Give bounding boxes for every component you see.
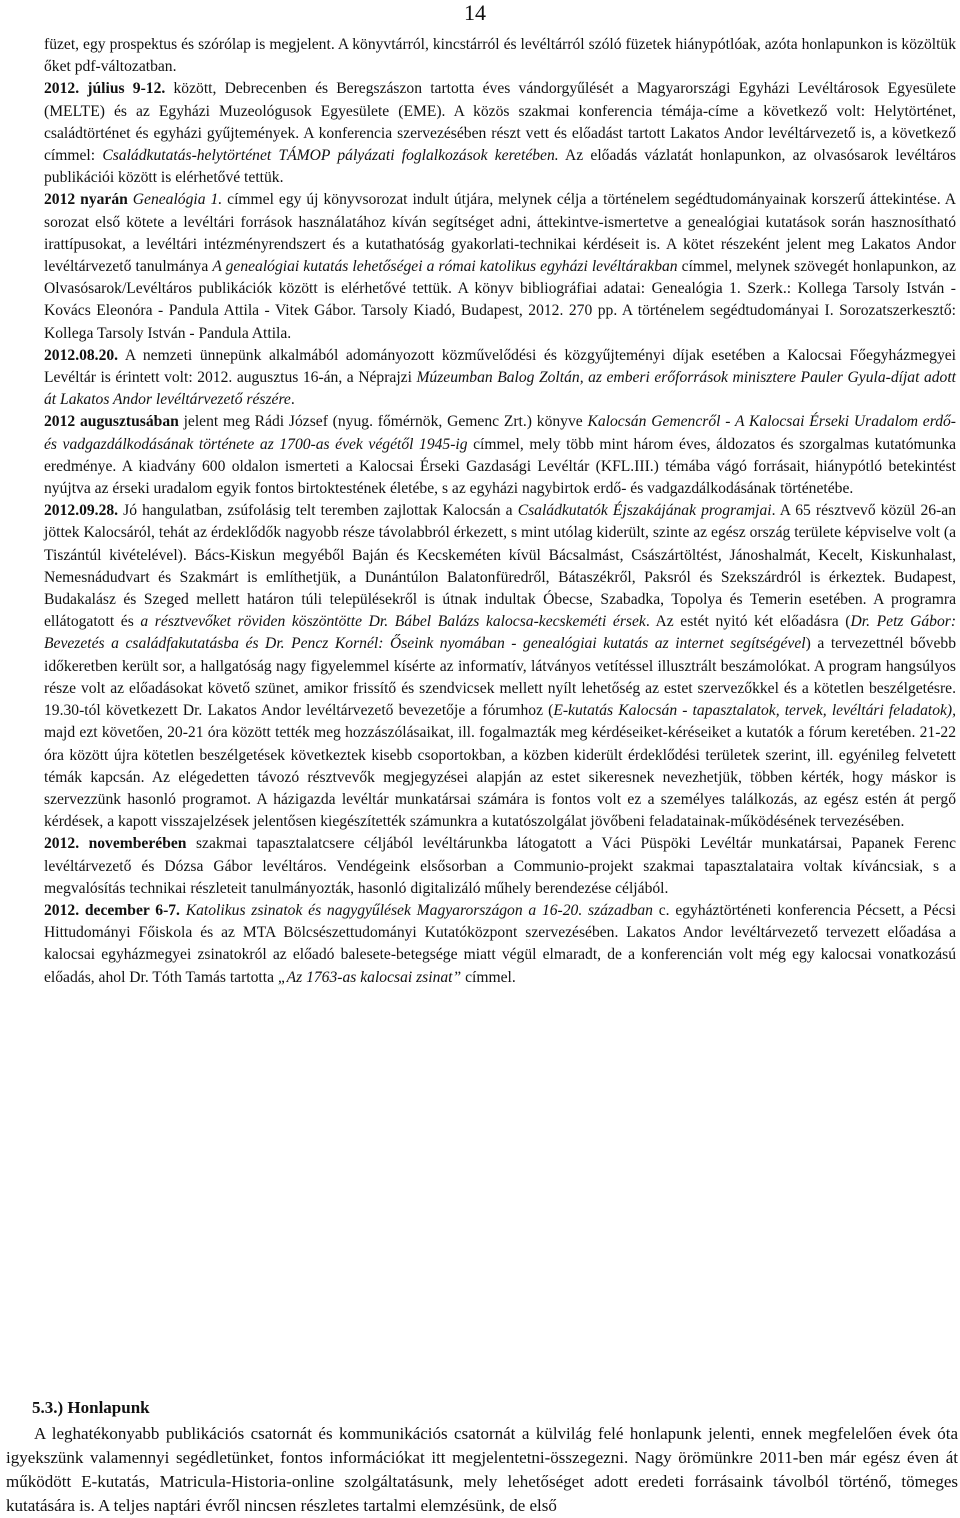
entry-text: között, Debrecenben és Beregszászon tartotta éves vándorgyűlését a Magyarországi Egyházi Levéltárosok Egyesülete (MELTE) és az Egyházi Muzeológusok Egyesülete (EME). A közös szakmai konferencia témája-címe a következő volt: Helytörténet, családtörténet és egyházi gyűjtemények. A konferencia szervezésében részt vett és előadást tartott Lakatos Andor levéltárvezető is, a következő címmel:: [44, 80, 956, 165]
chronicle-body: [44, 34, 956, 989]
italic-text: „Az 1763-as kalocsai zsinat”: [277, 968, 462, 986]
entry-text: címmel egy új könyvsorozat indult útjára, melynek célja a történelem segédtudományainak korszerű áttekintése. A sorozat első kötete a levéltári források használatához kíván segítséget adni, áttekintve-ismertetve a genealógiai kutatások során hasznosítható irattípusokat, a levéltári intézményrendszert és a kutathatóság gyakorlati-technikai kérdéseit is. A kötet részeként jelent meg Lakatos Andor levéltárvezető tanulmánya: [44, 191, 956, 276]
entry-text: füzet, egy prospektus és szórólap is megjelent. A könyvtárról, kincstárról és levéltárról szóló füzetek hiánypótlóak, azóta honlapunkon is közöltük őket pdf-változatban.: [44, 36, 956, 76]
section-heading: 5.3.) Honlapunk: [32, 1398, 150, 1417]
entry-text: Jó hangulatban, zsúfolásig telt teremben zajlottak Kalocsán a: [118, 502, 518, 520]
chronicle-entry: [44, 34, 956, 78]
entry-text: címmel, melynek szövegét honlapunkon, az Olvasósarok/Levéltáros publikációk között is elérhetővé tettük. A könyv bibliográfiai adatai: Genealógia 1. Szerk.: Kollega Tarsoly István - Kovács Eleonóra - Pandula Attila - Vitek Gábor. Tarsoly Kiadó, Budapest, 2012. 270 pp. A történelem segédtudományai I. Sorozatszerkesztő: Kollega Tarsoly István - Pandula Attila.: [44, 258, 956, 342]
chronicle-entry: [44, 345, 956, 412]
italic-text: A genealógiai kutatás lehetőségei a római katolikus egyházi levéltárakban: [212, 258, 678, 276]
italic-text: Múzeumban Balog Zoltán, az emberi erőforrások minisztere Pauler Gyula-díjat adott át Lakatos Andor levéltárvezető részére: [44, 369, 956, 409]
entry-text: jelent meg Rádi József (nyug. főmérnök, Gemenc Zrt.) könyve: [178, 413, 588, 431]
entry-date: 2012. december 6-7.: [44, 901, 180, 919]
entry-text: . A 65 résztvevő közül 26-an jöttek Kalocsáról, tehát az érdeklődők nagyobb része távolabbról érkezett, s mint utólag kiderült, szinte az egész ország területe képviselve volt (a Tiszántúl kivételével). Bács-Kiskun megyéből Baján és Kecskeméten kívül Bácsalmást, Császártöltést, Jánoshalmát, Kecelt, Kiskunhalast, Nemesnádudvart és Szakmárt is említhetjük, a Dunántúlon Balatonfüredről, Bátaszékről, Paksról és Szekszárdról is érkeztek. Budapest, Budakalász és Szeged mellett határon túli településekről is útnak indultak Óbecse, Szabadka, Topolya és Temerin esetében. A programra ellátogatott és: [44, 502, 956, 631]
chronicle-entry: [44, 411, 956, 500]
entry-text: Az előadás vázlatát honlapunkon, az olvasósarok levéltáros publikációi között is elérhetővé tettük.: [44, 147, 957, 187]
entry-text: c. egyháztörténeti konferencia Pécsett, a Pécsi Hittudományi Főiskola és az MTA Bölcsészettudományi Kutatóközpont szervezésében. Lakatos Andor levéltárvezető tervezett előadása a kalocsai egyházmegyei zsinatokról az előadó balesete-betegsége miatt végül elmaradt, de a konferencián volt még egy kalocsai vonatkozású előadás, ahol Dr. Tóth Tamás tartotta: [44, 901, 956, 986]
italic-text: Családkutatók Éjszakájának programjai: [517, 502, 772, 520]
italic-text: Kalocsán Gemencről - A Kalocsai Érseki Uradalom erdő- és vadgazdálkodásának története az 1700-as évek végétől 1945-ig: [44, 413, 957, 453]
italic-text: E-kutatás Kalocsán - tapasztalatok, tervek, levéltári feladatok),: [553, 702, 957, 720]
entry-text: címmel, mely több mint három éves, áldozatos és szorgalmas kutatómunka eredménye. A kiadvány 600 oldalon ismerteti a Kalocsai Érseki Gazdasági Levéltár (KFL.III.) témába vágó forrásait, hiánypótló betekintést nyújtva az érseki uradalom egyik fontos birtoktestének életébe, s az egyházi nagybirtok erdő- és vadgazdálkodásának történetébe.: [44, 435, 956, 498]
entry-text: szakmai tapasztalatcsere céljából levéltárunkba látogatott a Váci Püspöki Levéltár munkatársai, Papanek Ferenc levéltárvezető és Dózsa Gábor levéltáros. Vendégeink elsősorban a Communio-projekt szakmai tapasztalataira voltak kíváncsiak, s a megvalósítás technikai részleteit tanulmányozták, hasonló digitalizáló műhely berendezése céljából.: [44, 835, 957, 897]
chronicle-entry: [44, 900, 956, 989]
entry-text: majd ezt követően, 20-21 óra között tették meg hozzászólásaikat, ill. fogalmazták meg kérdéseiket-kéréseiket a kutatók a fórum keretében. 21-22 óra között újra kötetlen beszélgetések következtek kisebb csoportokban, a közben kiderült érdeklődési területek szerint, ill. egyénileg felvetett témák kapcsán. Az elégedetten távozó résztvevők megjegyzései alapján az estet sikeresnek nevezhetjük, többen kérték, hogy máskor is szervezzünk hasonló programot. A házigazda levéltár munkatársai számára is fontos volt ez a személyes találkozás, az egész estén át pergő kérdések, a kapott visszajelzések jelentősen kiegészítették számunkra a kutatószolgálat jövőbeni feladatainak-működésének tervezésében.: [44, 724, 956, 831]
entry-text: .: [290, 391, 295, 409]
entry-text: címmel.: [461, 968, 516, 986]
section-honlapunk: [6, 1396, 958, 1518]
entry-date: 2012 augusztusában: [44, 413, 179, 431]
chronicle-entry: [44, 189, 956, 344]
page-number: 14: [464, 0, 486, 25]
italic-text: Genealógia 1.: [132, 191, 223, 209]
italic-text: Családkutatás-helytörténet TÁMOP pályázati foglalkozások keretében.: [102, 147, 559, 165]
chronicle-entry: [44, 833, 956, 900]
entry-date: 2012.08.20.: [44, 346, 119, 364]
entry-date: 2012 nyarán: [44, 191, 128, 209]
italic-text: Dr. Petz Gábor: Bevezetés a családfakutatásba és Dr. Pencz Kornél: Őseink nyomában - genealógiai kutatás az internet segítségével: [44, 613, 957, 653]
entry-date: 2012. novemberében: [44, 835, 187, 853]
entry-date: 2012.09.28.: [44, 502, 119, 520]
italic-text: a résztvevőket röviden köszöntötte Dr. Bábel Balázs kalocsa-kecskeméti érsek: [140, 613, 646, 631]
entry-text: A nemzeti ünnepünk alkalmából adományozott közművelődési és közgyűjteményi díjak esetében a Kalocsai Főegyházmegyei Levéltár is érintett volt: 2012. augusztus 16-án, a Néprajzi: [44, 346, 956, 387]
section-paragraph: A leghatékonyabb publikációs csatornát és kommunikációs csatornát a külvilág felé honlapunk jelenti, ennek megfelelően évek óta igyekszünk valamennyi segédletünket, fontos információkat itt megjelentetni-összegezni. Nagy örömünkre 2011-ben már egész éven át működött E-kutatás, Matricula-Historia-online szolgáltatásunk, mely lehetőséget adott eredeti forrásaink távolból történő, tömeges kutatására is. A teljes naptári évről nincsen részletes tartalmi elemzésünk, de első: [6, 1424, 958, 1515]
entry-text: . Az estét nyitó két előadásra (: [645, 613, 851, 631]
chronicle-entry: [44, 78, 956, 189]
italic-text: Katolikus zsinatok és nagygyűlések Magyarországon a 16-20. században: [185, 901, 653, 919]
entry-date: 2012. július 9-12.: [44, 80, 166, 98]
chronicle-entry: [44, 500, 956, 833]
entry-text: ) a tervezettnél bővebb időkeretben került sor, a hallgatóság nagy figyelemmel kísérte az informatív, látványos vetítéssel illusztrált beszámolókat. A program hangsúlyos része volt az előadásokat követő szünet, amikor frissítő és szendvicsek mellett nyílt lehetőség az estet szervezőkkel és a kötetlen beszélgetésre. 19.30-tól következett Dr. Lakatos Andor levéltárvezető bevezetője a fórumhoz (: [44, 635, 956, 720]
